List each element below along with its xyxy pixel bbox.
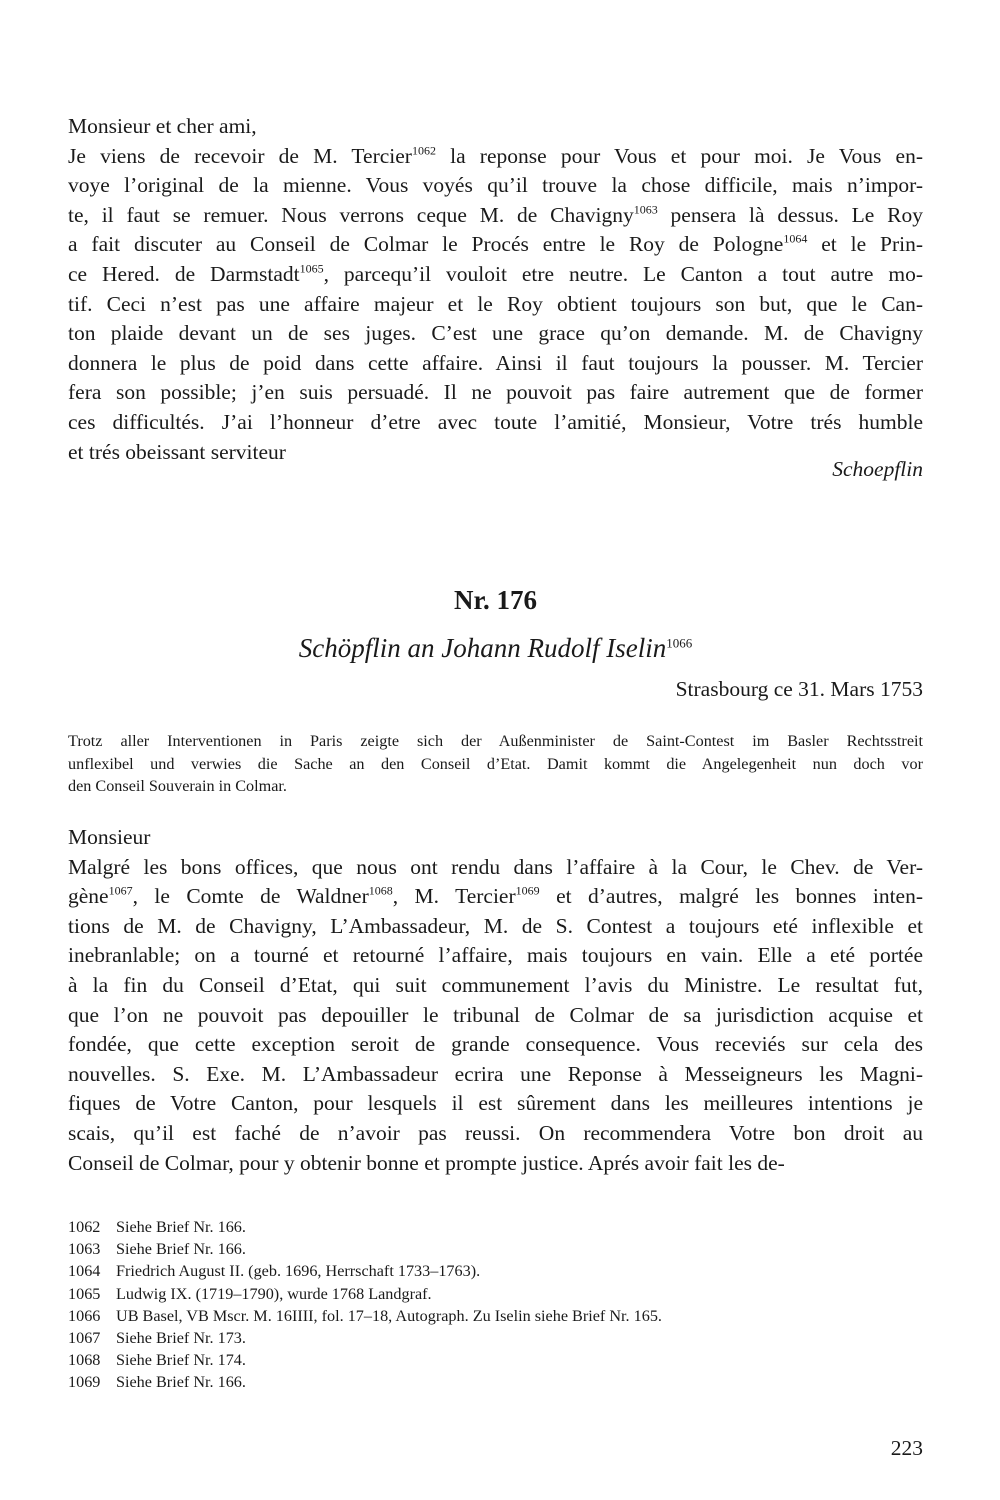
- text-line: ces difficultés. J’ai l’honneur d’etre avec toute l’amitié, Monsieur, Votre trés humble: [68, 409, 923, 434]
- footnote-ref: 1068: [368, 883, 393, 898]
- summary-line: Trotz aller Interventionen in Paris zeigte sich der Außenminister de Saint-Contest im Basler Rechtsstreit: [68, 732, 923, 750]
- text-line: inebranlable; on a tourné et retourné l’affaire, mais toujours en vain. Elle a eté portée: [68, 943, 923, 968]
- footnote: [68, 1283, 923, 1305]
- footnote-number: 1064: [68, 1262, 101, 1281]
- footnote-number: 1062: [68, 1218, 101, 1236]
- footnote: [68, 1327, 923, 1349]
- footnote-number: 1066: [68, 1306, 101, 1325]
- letter-summary: [68, 730, 923, 798]
- footnote-text: Ludwig IX. (1719–1790), wurde 1768 Landgraf.: [116, 1284, 432, 1303]
- footnote-text: Siehe Brief Nr. 166.: [116, 1218, 246, 1236]
- text-line: ton plaide devant un de ses juges. C’est une grace qu’on demande. M. de Chavigny: [68, 321, 923, 346]
- summary-line: unflexibel und verwies die Sache an den Conseil d’Etat. Damit kommt die Angelegenheit nun doch vor: [68, 754, 923, 773]
- footnote-text: Siehe Brief Nr. 173.: [116, 1329, 246, 1348]
- recipient-name: Schöpflin an Johann Rudolf Iselin: [298, 633, 667, 663]
- previous-letter: [68, 112, 923, 467]
- text-line: scais, qu’il est faché de n’avoir pas reussi. On recommendera Votre bon droit au: [68, 1120, 923, 1145]
- text-line: fera son possible; j’en suis persuadé. Il ne pouvoit pas faire autrement que de former: [68, 380, 923, 405]
- text-line: fondée, que cette exception seroit de grande consequence. Vous receviés sur cela des: [68, 1032, 923, 1057]
- footnote: [68, 1260, 923, 1282]
- text-line: voye l’original de la mienne. Vous voyés qu’il trouve la chose difficile, mais n’impor-: [68, 173, 923, 198]
- footnote-ref: 1064: [783, 231, 808, 246]
- page-number: 223: [890, 1436, 923, 1460]
- footnote: [68, 1371, 923, 1393]
- text-line: ce Hered. de Darmstadt$^{1065}$, parcequ’il vouloit etre neutre. Le Canton a tout autre mo-: [68, 261, 924, 286]
- footnote-number: 1063: [68, 1240, 101, 1259]
- text-line: et trés obeissant serviteur: [68, 439, 286, 464]
- letter-body: [68, 823, 923, 1178]
- salutation: Monsieur et cher ami,: [68, 114, 257, 138]
- text-line: gène$^{1067}$, le Comte de Waldner$^{1068}$, M. Tercier$^{1069}$ et d’autres, malgré les bonnes inten-: [68, 883, 923, 909]
- footnote-ref: 1066: [666, 635, 693, 651]
- text-line: Je viens de recevoir de M. Tercier$^{1062}$ la reponse pour Vous et pour moi. Je Vous en-: [68, 142, 923, 168]
- footnote: [68, 1305, 923, 1327]
- footnote-text: UB Basel, VB Mscr. M. 16IIII, fol. 17–18, Autograph. Zu Iselin siehe Brief Nr. 165.: [116, 1306, 662, 1325]
- footnote-ref: 1069: [515, 883, 540, 898]
- footnote: [68, 1349, 923, 1371]
- letter-recipient: [68, 630, 923, 666]
- footnote-number: 1068: [68, 1351, 101, 1370]
- signature: Schoepflin: [832, 457, 923, 481]
- footnote-text: Siehe Brief Nr. 174.: [116, 1351, 246, 1370]
- footnote: [68, 1216, 923, 1238]
- text-line: a fait discuter au Conseil de Colmar le Procés entre le Roy de Pologne$^{1064}$ et le Prin-: [68, 231, 923, 257]
- text-line: Malgré les bons offices, que nous ont rendu dans l’affaire à la Cour, le Chev. de Ver-: [68, 854, 923, 879]
- text-line: nouvelles. S. Exe. M. L’Ambassadeur ecrira une Reponse à Messeigneurs les Magni-: [68, 1061, 923, 1086]
- footnote-ref: 1063: [633, 202, 658, 217]
- footnote-text: Siehe Brief Nr. 166.: [116, 1373, 246, 1392]
- text-line: te, il faut se remuer. Nous verrons ceque M. de Chavigny$^{1063}$ pensera là dessus. Le Roy: [68, 202, 923, 227]
- footnote-text: Siehe Brief Nr. 166.: [116, 1240, 246, 1259]
- footnote-text: Friedrich August II. (geb. 1696, Herrschaft 1733–1763).: [116, 1262, 481, 1281]
- place-date: Strasbourg ce 31. Mars 1753: [675, 677, 923, 701]
- footnotes: [68, 1216, 923, 1394]
- text-line: fiques de Votre Canton, pour lesquels il est sûrement dans les meilleures intentions je: [68, 1091, 923, 1116]
- footnote-number: 1067: [68, 1329, 101, 1348]
- footnote-ref: 1062: [411, 142, 436, 157]
- previous-letter-body: [68, 142, 923, 468]
- footnote: [68, 1238, 923, 1260]
- salutation: Monsieur: [68, 825, 151, 849]
- footnote-number: 1065: [68, 1284, 101, 1303]
- text-line: tif. Ceci n’est pas une affaire majeur et le Roy obtient toujours son but, que le Can-: [68, 291, 923, 316]
- text-line: donnera le plus de poid dans cette affaire. Ainsi il faut toujours la pousser. M. Tercier: [68, 350, 923, 375]
- footnote-ref: 1067: [108, 883, 133, 898]
- footnote-ref: 1065: [299, 261, 324, 276]
- summary-line: den Conseil Souverain in Colmar.: [68, 777, 287, 796]
- letter-number: Nr. 176: [453, 585, 537, 615]
- text-line: Conseil de Colmar, pour y obtenir bonne et prompte justice. Aprés avoir fait les de-: [68, 1150, 785, 1175]
- text-line: que l’on ne pouvoit pas depouiller le tribunal de Colmar de sa jurisdiction acquise et: [68, 1002, 923, 1027]
- text-line: tions de M. de Chavigny, L’Ambassadeur, M. de S. Contest a toujours eté inflexible et: [68, 913, 923, 938]
- footnote-number: 1069: [68, 1373, 101, 1392]
- text-line: à la fin du Conseil d’Etat, qui suit communement l’avis du Ministre. Le resultat fut,: [68, 972, 923, 997]
- letter-paragraph: [68, 853, 923, 1179]
